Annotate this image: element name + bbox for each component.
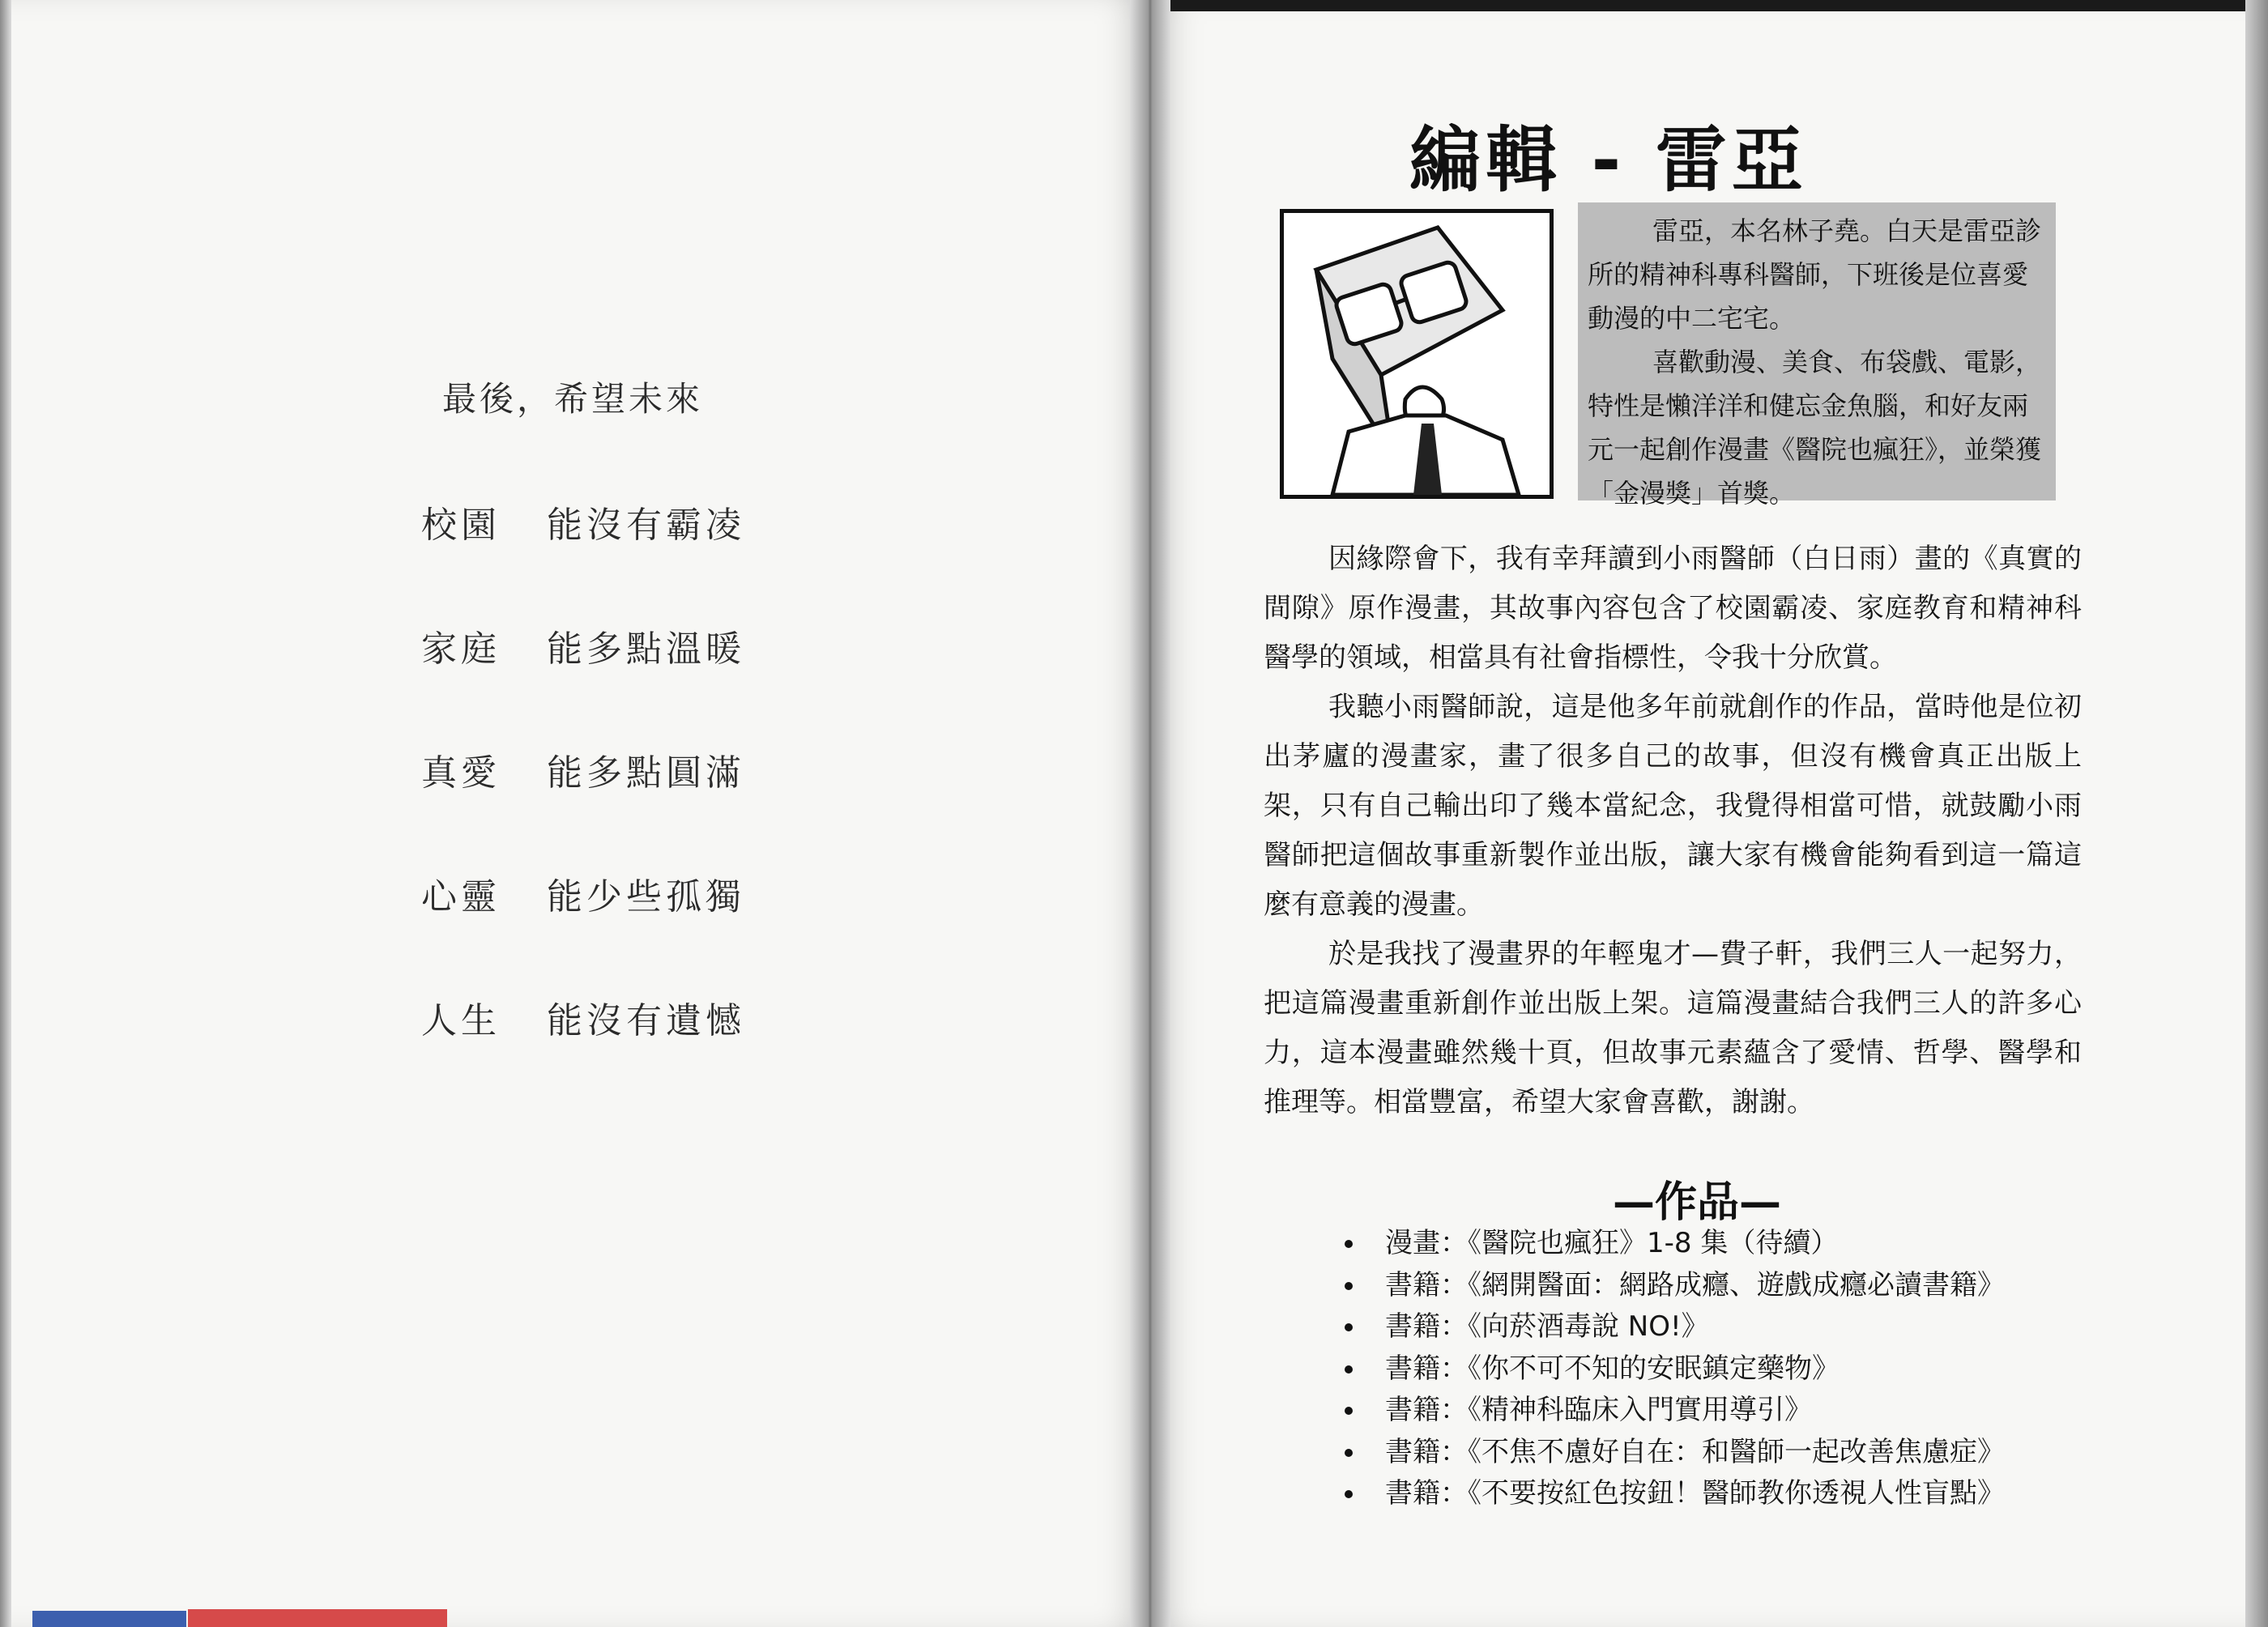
list-item: [1345, 1223, 2074, 1265]
body-paragraph: 於是我找了漫畫界的年輕鬼才—費子軒，我們三人一起努力，把這篇漫畫重新創作並出版上架。這篇漫畫結合我們三人的許多心力，這本漫畫雖然幾十頁，但故事元素蘊含了愛情、哲學、醫學和推理等。相當豐富，希望大家會喜歡，謝謝。: [1264, 938, 2082, 1118]
poem-line: [421, 803, 907, 926]
cover-edge-red: [188, 1609, 447, 1627]
top-edge-strip: [1170, 0, 2245, 11]
body-paragraph: 我聽小雨醫師說，這是他多年前就創作的作品，當時他是位初出茅廬的漫畫家，畫了很多自己的故事，但沒有機會真正出版上架，只有自己輸出印了幾本當紀念，我覺得相當可惜，就鼓勵小雨醫師把這個故事重新製作並出版，讓大家有機會能夠看到這一篇這麼有意義的漫畫。: [1264, 691, 2082, 921]
book-edge-left: [0, 0, 11, 1627]
list-item: [1345, 1306, 2074, 1348]
bullet-icon: [1345, 1282, 1353, 1290]
book-gutter: [1130, 0, 1170, 1627]
list-item: [1345, 1265, 2074, 1307]
body-paragraph: 因緣際會下，我有幸拜讀到小雨醫師（白日雨）畫的《真實的間隙》原作漫畫，其故事內容包含了校園霸凌、家庭教育和精神科醫學的領域，相當具有社會指標性，令我十分欣賞。: [1264, 543, 2082, 674]
work-entry: 書籍：《精神科臨床入門實用導引》: [1385, 1394, 1812, 1426]
bio-paragraph: 雷亞，本名林子堯。白天是雷亞診所的精神科專科醫師，下班後是位喜愛動漫的中二宅宅。: [1588, 215, 2042, 334]
bullet-icon: [1345, 1490, 1353, 1498]
work-entry: 書籍：《網開醫面：網路成癮、遊戲成癮必讀書籍》: [1385, 1268, 2005, 1301]
poem-line-key: 真愛: [421, 752, 501, 794]
poem-title: 最後，希望未來: [442, 379, 704, 419]
poem-line: [421, 679, 907, 803]
work-entry: 書籍：《向菸酒毒說 NO!》: [1385, 1310, 1709, 1343]
poem-line: [421, 555, 907, 679]
list-item: [1345, 1432, 2074, 1474]
author-bio-box: [1578, 202, 2056, 509]
works-list: [1345, 1223, 2074, 1515]
page-title: 編輯 - 雷亞: [1409, 118, 1808, 202]
bullet-icon: [1345, 1240, 1353, 1248]
poem-line-value: 能多點圓滿: [547, 752, 745, 794]
bullet-icon: [1345, 1365, 1353, 1374]
book-edge-right: [2245, 0, 2268, 1627]
work-entry: 書籍：《不焦不慮好自在：和醫師一起改善焦慮症》: [1385, 1435, 2005, 1468]
author-avatar-illustration: [1284, 213, 1550, 495]
poem-line-value: 能沒有霸凌: [547, 505, 745, 546]
poem-line-value: 能少些孤獨: [547, 876, 745, 918]
poem-line: [421, 431, 907, 555]
work-entry: 漫畫：《醫院也瘋狂》1-8 集（待續）: [1385, 1227, 1839, 1259]
bullet-icon: [1345, 1323, 1353, 1331]
bullet-icon: [1345, 1407, 1353, 1415]
poem-line-value: 能多點溫暖: [547, 628, 745, 670]
editor-note: [1264, 535, 2082, 1127]
author-portrait: [1280, 209, 1554, 499]
bio-paragraph: 喜歡動漫、美食、布袋戲、電影，特性是懶洋洋和健忘金魚腦，和好友兩元一起創作漫畫《醫院也瘋狂》，並榮獲「金漫獎」首獎。: [1588, 347, 2042, 509]
poem-line-key: 人生: [421, 1000, 501, 1041]
list-item: [1345, 1473, 2074, 1515]
poem-line-key: 校園: [421, 505, 501, 546]
work-entry: 書籍：《你不可不知的安眠鎮定藥物》: [1385, 1352, 1840, 1385]
poem-line-value: 能沒有遺憾: [547, 1000, 745, 1041]
work-entry: 書籍：《不要按紅色按鈕！醫師教你透視人性盲點》: [1385, 1477, 2005, 1510]
poem-line-key: 心靈: [421, 876, 501, 918]
list-item: [1345, 1348, 2074, 1391]
list-item: [1345, 1390, 2074, 1432]
works-heading: —作品—: [1612, 1178, 1781, 1227]
closing-poem: [421, 373, 907, 1050]
bullet-icon: [1345, 1449, 1353, 1457]
poem-line-key: 家庭: [421, 628, 501, 670]
cover-edge-blue: [32, 1611, 186, 1627]
poem-line: [421, 926, 907, 1050]
